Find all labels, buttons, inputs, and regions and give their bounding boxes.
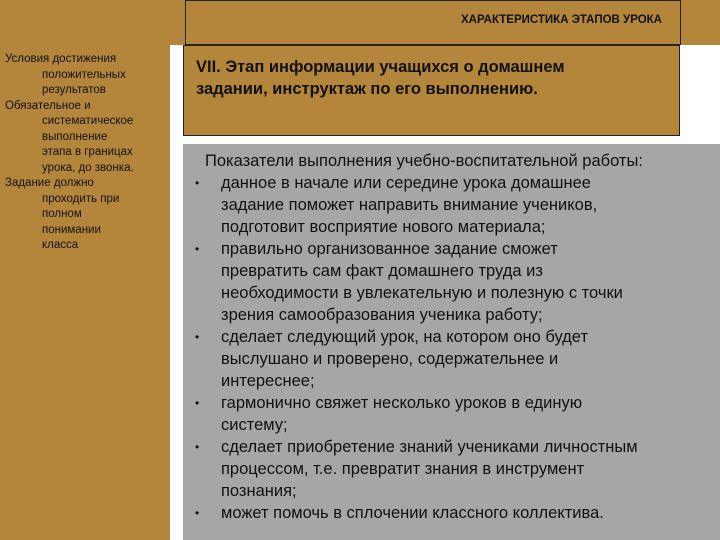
conditions-text — [5, 52, 175, 254]
conditions-line: выполнение — [42, 130, 108, 143]
slide-header-title: ХАРАКТЕРИСТИКА ЭТАПОВ УРОКА — [461, 14, 662, 26]
bullet-icon: • — [195, 242, 200, 256]
conditions-line: проходить при — [42, 192, 120, 205]
conditions-line: понимании — [42, 223, 101, 236]
list-item — [190, 238, 715, 326]
conditions-line: Задание должно — [5, 177, 94, 189]
list-item-line: задание поможет направить внимание учеников, — [221, 196, 598, 214]
indicators-list — [190, 172, 715, 524]
list-item-line: процессом, т.е. превратит знания в инструмент — [221, 460, 585, 478]
conditions-line: урока, до звонка. — [42, 161, 134, 174]
header-box — [185, 0, 681, 45]
list-item-line: может помочь в сплочении классного коллектива. — [221, 504, 604, 522]
bullet-icon: • — [195, 440, 200, 454]
list-item — [190, 392, 715, 436]
list-item-line: сделает приобретение знаний учениками личностным — [221, 438, 638, 456]
list-item-line: выслушано и проверено, содержательнее и — [221, 350, 559, 368]
list-item-line: правильно организованное задание сможет — [221, 240, 558, 258]
list-item-line: зрения самообразования ученика работу; — [221, 306, 543, 324]
list-item-line: подготовит восприятие нового материала; — [221, 218, 546, 236]
bullet-icon: • — [195, 330, 200, 344]
conditions-line: этапа в границах — [42, 146, 133, 158]
conditions-line: Обязательное и — [5, 99, 91, 112]
stage-title-box — [183, 45, 680, 136]
bullet-icon: • — [195, 176, 200, 190]
list-item-line: интереснее; — [221, 372, 315, 390]
list-item-line: систему; — [221, 416, 288, 434]
conditions-line: систематическое — [42, 115, 134, 127]
list-item-line: необходимости в увлекательную и полезную с точки — [221, 284, 623, 302]
list-item-line: превратить сам факт домашнего труда из — [221, 262, 543, 280]
stage-title — [196, 56, 666, 100]
indicators-intro: Показатели выполнения учебно-воспитательной работы: — [205, 152, 643, 170]
bullet-icon: • — [195, 396, 200, 410]
list-item — [190, 436, 715, 502]
conditions-line: положительных — [42, 68, 126, 81]
list-item — [190, 326, 715, 392]
stage-title-line: задании, инструктаж по его выполнению. — [196, 80, 538, 98]
bullet-icon: • — [195, 506, 200, 520]
list-item-line: познания; — [221, 482, 297, 500]
list-item — [190, 502, 715, 524]
conditions-line: результатов — [42, 84, 106, 96]
list-item-line: сделает следующий урок, на котором оно будет — [221, 328, 588, 346]
list-item-line: гармонично свяжет несколько уроков в единую — [221, 394, 583, 412]
conditions-line: класса — [42, 239, 79, 251]
stage-title-line: VII. Этап информации учащихся о домашнем — [196, 58, 565, 76]
conditions-line: полном — [42, 208, 82, 220]
list-item — [190, 172, 715, 238]
list-item-line: данное в начале или середине урока домашнее — [221, 174, 591, 192]
conditions-line: Условия достижения — [5, 53, 117, 65]
